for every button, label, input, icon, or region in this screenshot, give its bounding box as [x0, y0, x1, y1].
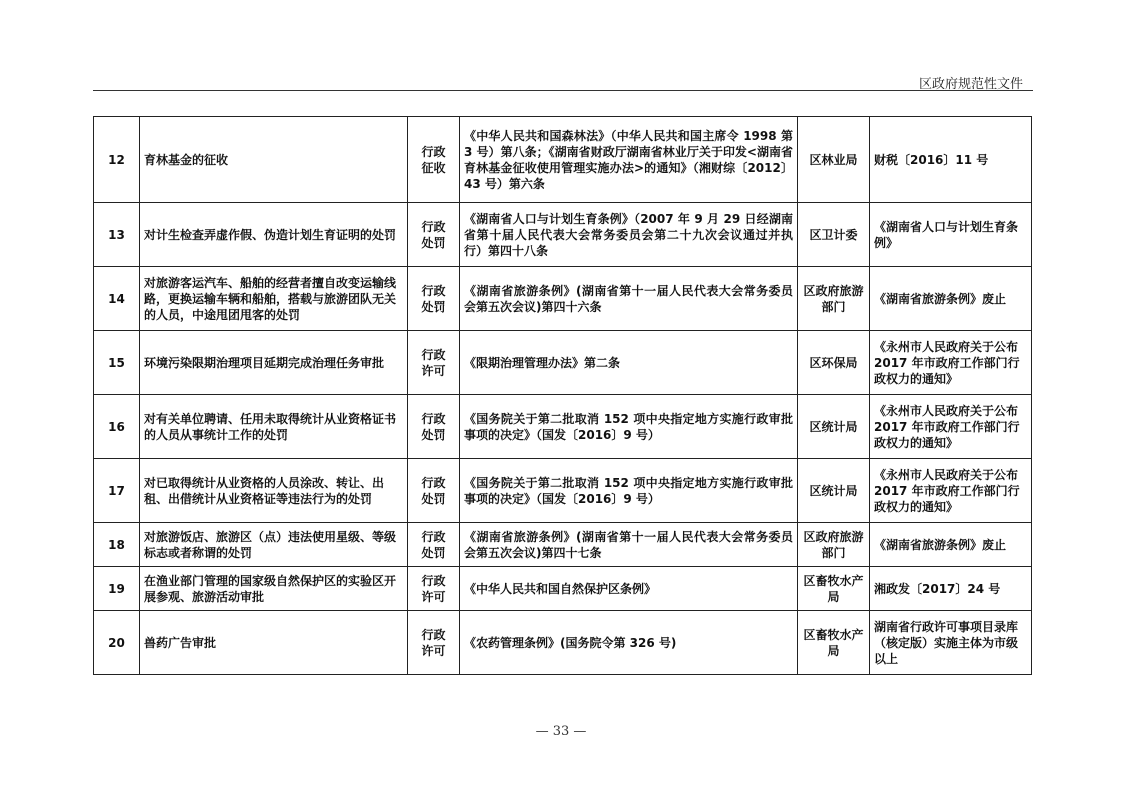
row-type: 行政 处罚 — [408, 395, 460, 459]
row-basis: 《农药管理条例》(国务院令第 326 号) — [460, 611, 798, 675]
table-row — [94, 203, 1032, 267]
row-number: 15 — [94, 331, 140, 395]
table-row — [94, 267, 1032, 331]
row-basis: 《国务院关于第二批取消 152 项中央指定地方实施行政审批事项的决定》（国发〔2016〕9 号） — [460, 395, 798, 459]
row-type: 行政 许可 — [408, 611, 460, 675]
row-number: 16 — [94, 395, 140, 459]
row-item: 对有关单位聘请、任用未取得统计从业资格证书的人员从事统计工作的处罚 — [140, 395, 408, 459]
row-type: 行政 征收 — [408, 117, 460, 203]
row-dept: 区畜牧水产局 — [798, 567, 870, 611]
row-number: 19 — [94, 567, 140, 611]
row-item: 在渔业部门管理的国家级自然保护区的实验区开展参观、旅游活动审批 — [140, 567, 408, 611]
row-item: 对计生检查弄虚作假、伪造计划生育证明的处罚 — [140, 203, 408, 267]
row-dept: 区统计局 — [798, 395, 870, 459]
row-type: 行政 处罚 — [408, 459, 460, 523]
row-note: 《永州市人民政府关于公布 2017 年市政府工作部门行政权力的通知》 — [870, 459, 1032, 523]
row-basis: 《湖南省人口与计划生育条例》（2007 年 9 月 29 日经湖南省第十届人民代表大会常务委员会第二十九次会议通过并执行）第四十八条 — [460, 203, 798, 267]
row-basis: 《中华人民共和国自然保护区条例》 — [460, 567, 798, 611]
row-basis: 《限期治理管理办法》第二条 — [460, 331, 798, 395]
row-number: 14 — [94, 267, 140, 331]
table-row — [94, 331, 1032, 395]
row-dept: 区林业局 — [798, 117, 870, 203]
table-row — [94, 117, 1032, 203]
row-basis: 《湖南省旅游条例》(湖南省第十一届人民代表大会常务委员会第五次会议)第四十六条 — [460, 267, 798, 331]
row-basis: 《湖南省旅游条例》(湖南省第十一届人民代表大会常务委员会第五次会议)第四十七条 — [460, 523, 798, 567]
table-row — [94, 611, 1032, 675]
row-item: 对旅游客运汽车、船舶的经营者擅自改变运输线路，更换运输车辆和船舶，搭载与旅游团队无关的人员，中途甩团甩客的处罚 — [140, 267, 408, 331]
row-number: 17 — [94, 459, 140, 523]
row-dept: 区畜牧水产局 — [798, 611, 870, 675]
row-dept: 区政府旅游部门 — [798, 267, 870, 331]
row-number: 20 — [94, 611, 140, 675]
row-note: 湖南省行政许可事项目录库（核定版）实施主体为市级以上 — [870, 611, 1032, 675]
row-type: 行政 许可 — [408, 567, 460, 611]
row-note: 《永州市人民政府关于公布 2017 年市政府工作部门行政权力的通知》 — [870, 395, 1032, 459]
row-number: 18 — [94, 523, 140, 567]
row-number: 13 — [94, 203, 140, 267]
row-item: 对旅游饭店、旅游区（点）违法使用星级、等级标志或者称谓的处罚 — [140, 523, 408, 567]
row-item: 兽药广告审批 — [140, 611, 408, 675]
table-row — [94, 523, 1032, 567]
row-basis: 《国务院关于第二批取消 152 项中央指定地方实施行政审批事项的决定》（国发〔2016〕9 号） — [460, 459, 798, 523]
row-number: 12 — [94, 117, 140, 203]
row-note: 《永州市人民政府关于公布 2017 年市政府工作部门行政权力的通知》 — [870, 331, 1032, 395]
header-divider — [93, 90, 1033, 91]
row-item: 环境污染限期治理项目延期完成治理任务审批 — [140, 331, 408, 395]
row-note: 《湖南省旅游条例》废止 — [870, 267, 1032, 331]
row-item: 对已取得统计从业资格的人员涂改、转让、出租、出借统计从业资格证等违法行为的处罚 — [140, 459, 408, 523]
row-type: 行政 处罚 — [408, 203, 460, 267]
row-note: 湘政发〔2017〕24 号 — [870, 567, 1032, 611]
admin-power-table — [93, 116, 1032, 675]
table-body — [94, 117, 1032, 675]
row-dept: 区卫计委 — [798, 203, 870, 267]
row-type: 行政 处罚 — [408, 523, 460, 567]
row-note: 财税〔2016〕11 号 — [870, 117, 1032, 203]
table-row — [94, 567, 1032, 611]
row-basis: 《中华人民共和国森林法》（中华人民共和国主席令 1998 第 3 号）第八条；《湖南省财政厅湖南省林业厅关于印发<湖南省育林基金征收使用管理实施办法>的通知》（湘财综〔2012〕43 号）第六条 — [460, 117, 798, 203]
header-title: 区政府规范性文件 — [918, 77, 1023, 92]
row-note: 《湖南省旅游条例》废止 — [870, 523, 1032, 567]
row-note: 《湖南省人口与计划生育条例》 — [870, 203, 1032, 267]
table-row — [94, 395, 1032, 459]
table-row — [94, 459, 1032, 523]
row-dept: 区统计局 — [798, 459, 870, 523]
row-type: 行政 处罚 — [408, 267, 460, 331]
row-dept: 区政府旅游部门 — [798, 523, 870, 567]
row-type: 行政 许可 — [408, 331, 460, 395]
row-dept: 区环保局 — [798, 331, 870, 395]
page-number: — 33 — — [535, 724, 587, 739]
row-item: 育林基金的征收 — [140, 117, 408, 203]
